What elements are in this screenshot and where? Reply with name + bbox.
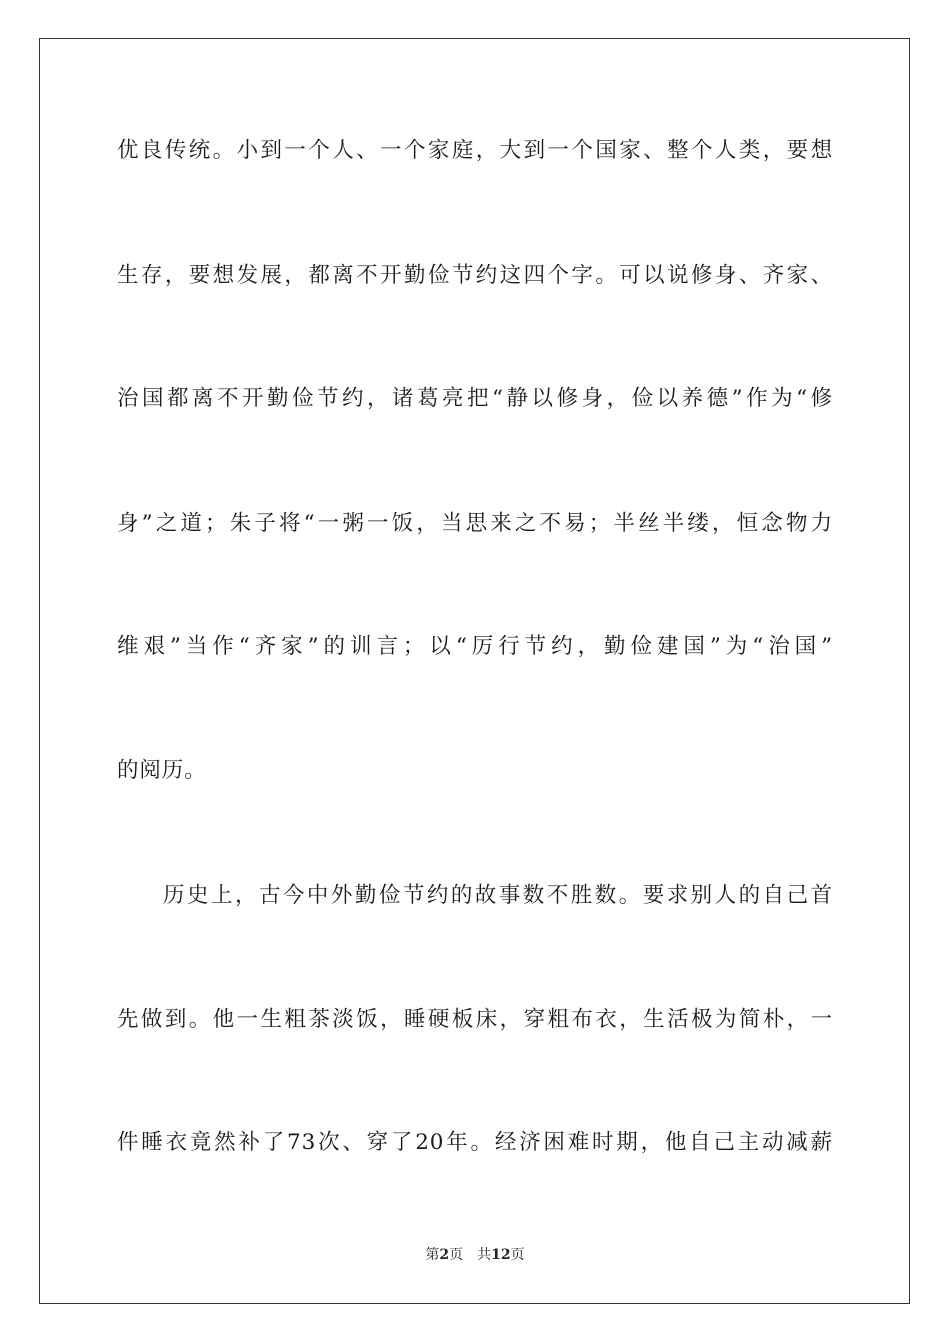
text-line-9: 件睡衣竟然补了73次、穿了20年。经济困难时期，他自己主动减薪 xyxy=(117,1130,833,1155)
page-number: 2 xyxy=(439,1247,450,1263)
text-line-6: 的阅历。 xyxy=(117,758,207,783)
total-pages: 12 xyxy=(491,1247,511,1263)
text-line-7: 历史上，古今中外勤俭节约的故事数不胜数。要求别人的自己首 xyxy=(163,883,833,908)
text-line-3: 治国都离不开勤俭节约，诸葛亮把“静以修身，俭以养德”作为“修 xyxy=(117,386,833,411)
text-line-5: 维艰”当作“齐家”的训言；以“厉行节约，勤俭建国”为“治国” xyxy=(117,634,833,659)
total-suffix: 页 xyxy=(510,1247,525,1263)
page-prefix: 第 xyxy=(425,1247,440,1263)
text-line-4: 身”之道；朱子将“一粥一饭，当思来之不易；半丝半缕，恒念物力 xyxy=(117,511,833,536)
text-line-2: 生存，要想发展，都离不开勤俭节约这四个字。可以说修身、齐家、 xyxy=(117,263,833,288)
text-line-8: 先做到。他一生粗茶淡饭，睡硬板床，穿粗布衣，生活极为简朴，一 xyxy=(117,1007,833,1032)
total-prefix: 共 xyxy=(477,1247,492,1263)
page-suffix: 页 xyxy=(449,1247,464,1263)
text-line-1: 优良传统。小到一个人、一个家庭，大到一个国家、整个人类，要想 xyxy=(117,138,833,163)
page-border xyxy=(39,38,910,1304)
page-footer xyxy=(0,1245,950,1265)
